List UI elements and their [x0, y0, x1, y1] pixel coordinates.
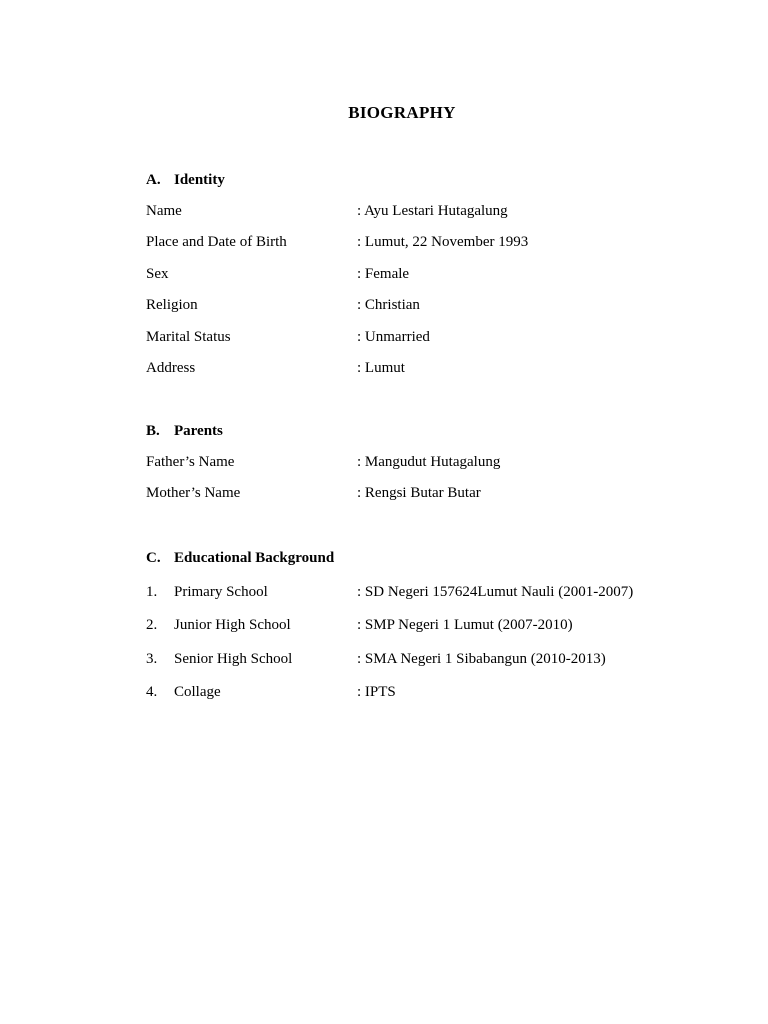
field-value: : Christian — [357, 297, 420, 314]
field-label: Sex — [146, 265, 169, 282]
education-section — [146, 548, 706, 716]
identity-row-sex — [146, 264, 706, 284]
field-value: : SMP Negeri 1 Lumut (2007-2010) — [357, 617, 573, 633]
list-number: 3. — [146, 650, 158, 667]
page-title: BIOGRAPHY — [348, 103, 456, 122]
field-label: Collage — [174, 684, 221, 700]
education-heading — [146, 548, 706, 568]
parents-row-mother — [146, 483, 706, 503]
identity-section — [146, 170, 706, 389]
field-value: : SD Negeri 157624Lumut Nauli (2001-2007) — [357, 583, 634, 600]
field-value: : Unmarried — [357, 328, 430, 345]
field-value: : Rengsi Butar Butar — [357, 485, 481, 502]
field-value: : Mangudut Hutagalung — [357, 454, 501, 470]
section-letter: A. — [146, 172, 161, 188]
field-label: Father’s Name — [146, 454, 235, 470]
field-value: : SMA Negeri 1 Sibabangun (2010-2013) — [357, 650, 606, 667]
education-row-senior — [146, 649, 706, 669]
field-label: Religion — [146, 297, 198, 314]
section-heading-text: Identity — [174, 172, 225, 188]
field-value: : IPTS — [357, 684, 396, 700]
field-value: : Ayu Lestari Hutagalung — [357, 203, 508, 219]
education-row-junior — [146, 615, 706, 635]
list-number: 4. — [146, 684, 158, 700]
section-letter: B. — [146, 423, 160, 439]
field-label: Junior High School — [174, 617, 291, 633]
field-label: Address — [146, 359, 196, 376]
list-number: 2. — [146, 617, 158, 633]
education-row-college — [146, 682, 706, 702]
identity-row-name — [146, 201, 706, 221]
field-label: Primary School — [174, 583, 268, 600]
identity-row-birth — [146, 232, 706, 252]
list-number: 1. — [146, 583, 158, 600]
identity-heading — [146, 170, 706, 190]
education-row-primary — [146, 582, 706, 602]
field-value: : Female — [357, 265, 410, 282]
field-value: : Lumut, 22 November 1993 — [357, 234, 529, 251]
field-value: : Lumut — [357, 359, 405, 376]
field-label: Name — [146, 203, 182, 219]
parents-heading — [146, 421, 706, 441]
identity-row-marital — [146, 327, 706, 347]
field-label: Senior High School — [174, 650, 293, 667]
field-label: Mother’s Name — [146, 485, 241, 502]
section-heading-text: Educational Background — [174, 550, 335, 566]
field-label: Place and Date of Birth — [146, 234, 287, 251]
parents-section — [146, 421, 706, 515]
parents-row-father — [146, 452, 706, 472]
identity-row-religion — [146, 295, 706, 315]
identity-row-address — [146, 358, 706, 378]
field-label: Marital Status — [146, 328, 231, 345]
section-heading-text: Parents — [174, 423, 223, 439]
section-letter: C. — [146, 550, 161, 566]
